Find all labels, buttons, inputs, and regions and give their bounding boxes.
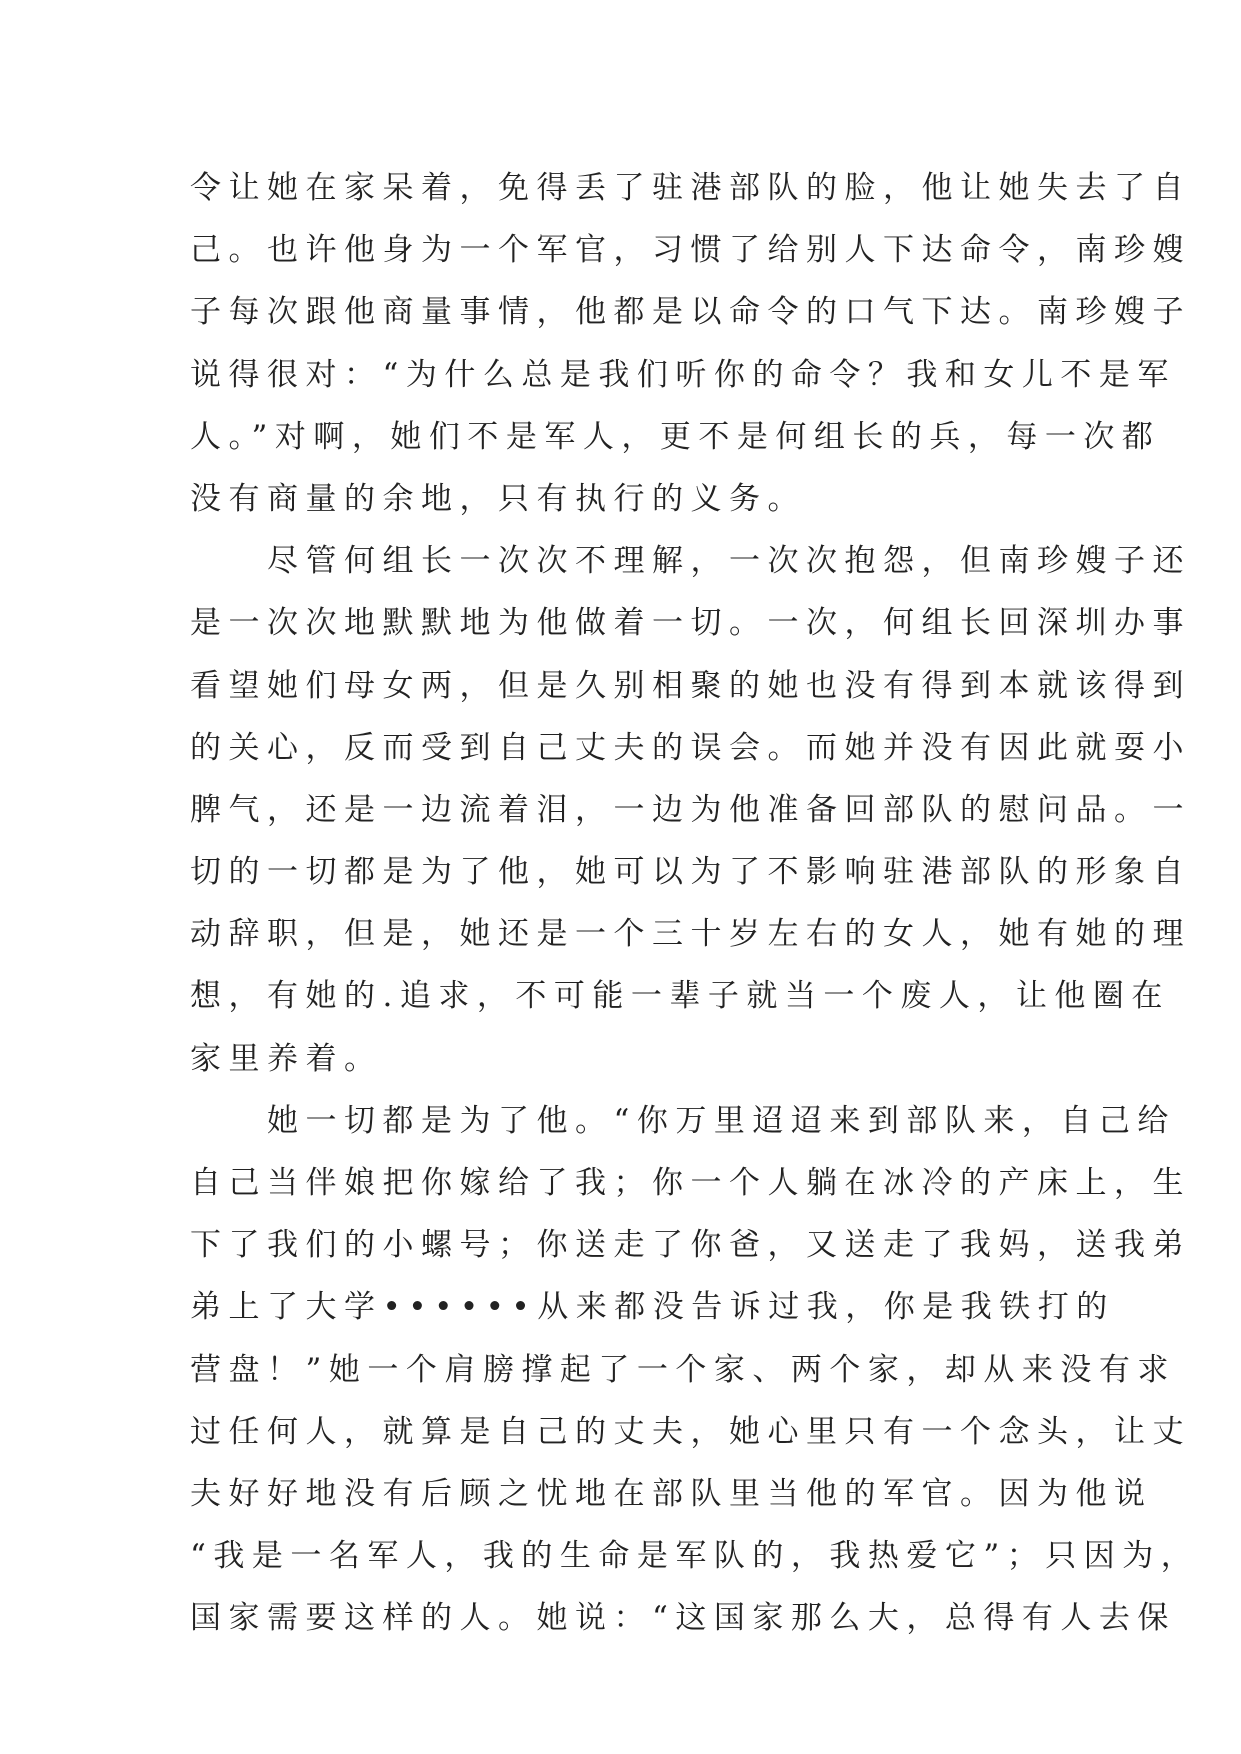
text-line: 尽管何组长一次次不理解，一次次抱怨，但南珍嫂子还	[190, 543, 1191, 580]
text-line: 弟上了大学••••••从来都没告诉过我，你是我铁打的	[190, 1289, 1115, 1326]
text-line: 没有商量的余地，只有执行的义务。	[190, 480, 806, 517]
text-line: 想，有她的.追求，不可能一辈子就当一个废人，让他圈在	[190, 978, 1170, 1015]
text-line: 过任何人，就算是自己的丈夫，她心里只有一个念头，让丈	[190, 1413, 1191, 1450]
text-line: 令让她在家呆着，免得丢了驻港部队的脸，他让她失去了自	[190, 170, 1191, 206]
text-line: 她一切都是为了他。“你万里迢迢来到部队来，自己给	[190, 1102, 1176, 1139]
text-line: 营盘！”她一个肩膀撑起了一个家、两个家，却从来没有求	[190, 1351, 1176, 1388]
text-line: “我是一名军人，我的生命是军队的，我热爱它”；只因为，	[190, 1538, 1200, 1575]
text-line: 夫好好地没有后顾之忧地在部队里当他的军官。因为他说	[190, 1475, 1153, 1512]
text-line: 自己当伴娘把你嫁给了我；你一个人躺在冰冷的产床上，生	[190, 1165, 1191, 1201]
text-line: 动辞职，但是，她还是一个三十岁左右的女人，她有她的理	[190, 916, 1191, 953]
text-line: 下了我们的小螺号；你送走了你爸，又送走了我妈，送我弟	[190, 1227, 1191, 1264]
text-line: 人。”对啊，她们不是军人，更不是何组长的兵，每一次都	[190, 418, 1161, 455]
text-line: 说得很对：“为什么总是我们听你的命令？我和女儿不是军	[190, 356, 1176, 393]
text-line: 己。也许他身为一个军官，习惯了给别人下达命令，南珍嫂	[190, 232, 1191, 269]
text-line: 的关心，反而受到自己丈夫的误会。而她并没有因此就耍小	[190, 729, 1191, 766]
text-line: 家里养着。	[190, 1040, 383, 1077]
text-line: 子每次跟他商量事情，他都是以命令的口气下达。南珍嫂子	[190, 294, 1191, 331]
text-line: 是一次次地默默地为他做着一切。一次，何组长回深圳办事	[190, 605, 1191, 642]
text-line: 切的一切都是为了他，她可以为了不影响驻港部队的形象自	[190, 854, 1191, 891]
text-line: 脾气，还是一边流着泪，一边为他准备回部队的慰问品。一	[190, 791, 1191, 828]
text-line: 看望她们母女两，但是久别相聚的她也没有得到本就该得到	[190, 667, 1191, 704]
body-text	[190, 157, 1200, 1650]
text-line: 国家需要这样的人。她说：“这国家那么大，总得有人去保	[190, 1600, 1176, 1637]
